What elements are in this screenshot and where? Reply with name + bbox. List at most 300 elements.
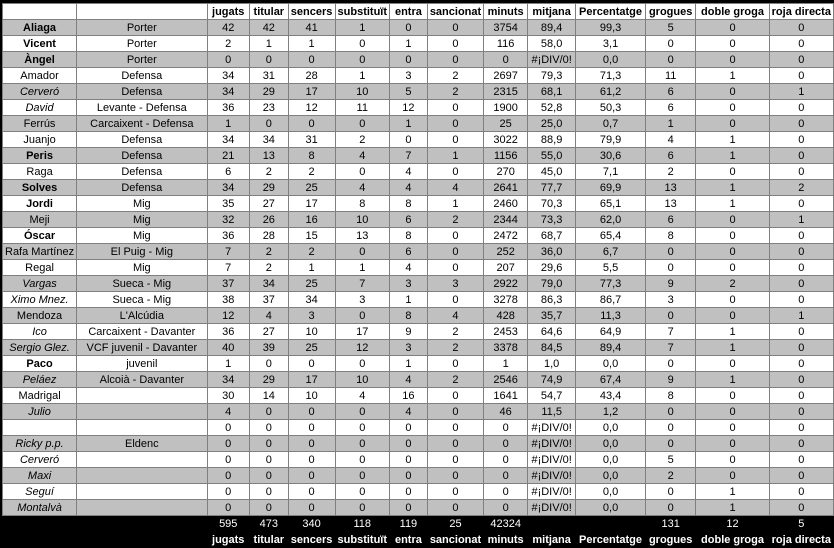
value-cell[interactable]: 0 [696, 404, 769, 420]
value-cell[interactable]: 0 [335, 164, 390, 180]
value-cell[interactable]: 7 [207, 260, 249, 276]
value-cell[interactable]: 0 [335, 356, 390, 372]
column-header[interactable]: minuts [484, 532, 528, 548]
value-cell[interactable]: 58,0 [528, 36, 576, 52]
value-cell[interactable]: 1 [769, 84, 833, 100]
value-cell[interactable]: 34 [207, 180, 249, 196]
value-cell[interactable]: 0 [645, 52, 696, 68]
player-name-cell[interactable]: Àngel [3, 52, 77, 68]
value-cell[interactable]: 0 [207, 420, 249, 436]
value-cell[interactable]: 99,3 [576, 20, 646, 36]
value-cell[interactable]: 8 [390, 228, 428, 244]
value-cell[interactable]: 12 [335, 340, 390, 356]
value-cell[interactable]: 0 [696, 388, 769, 404]
value-cell[interactable]: 8 [390, 196, 428, 212]
value-cell[interactable]: 9 [390, 324, 428, 340]
value-cell[interactable]: 1 [390, 116, 428, 132]
value-cell[interactable]: 6 [390, 244, 428, 260]
value-cell[interactable]: 2 [696, 276, 769, 292]
value-cell[interactable]: 14 [249, 388, 288, 404]
value-cell[interactable]: 0 [390, 132, 428, 148]
value-cell[interactable]: 0 [769, 276, 833, 292]
value-cell[interactable]: 6 [645, 212, 696, 228]
value-cell[interactable]: 54,7 [528, 388, 576, 404]
column-header[interactable]: titular [249, 532, 288, 548]
position-cell[interactable] [77, 404, 207, 420]
value-cell[interactable]: 26 [249, 212, 288, 228]
position-cell[interactable]: Defensa [77, 180, 207, 196]
value-cell[interactable]: 0 [335, 420, 390, 436]
value-cell[interactable]: 27 [249, 324, 288, 340]
value-cell[interactable]: 32 [207, 212, 249, 228]
value-cell[interactable]: 65,4 [576, 228, 646, 244]
value-cell[interactable]: 6 [645, 100, 696, 116]
position-cell[interactable]: Porter [77, 36, 207, 52]
value-cell[interactable]: 1 [249, 36, 288, 52]
value-cell[interactable]: 11 [645, 68, 696, 84]
value-cell[interactable]: 2315 [484, 84, 528, 100]
value-cell[interactable]: 0,0 [576, 452, 646, 468]
position-cell[interactable]: Eldenc [77, 436, 207, 452]
value-cell[interactable]: 28 [288, 68, 335, 84]
player-name-cell[interactable]: Cerveró [3, 452, 77, 468]
value-cell[interactable]: 0 [769, 436, 833, 452]
total-cell[interactable]: 131 [645, 516, 696, 532]
position-cell[interactable]: Porter [77, 52, 207, 68]
value-cell[interactable]: 2 [207, 36, 249, 52]
value-cell[interactable]: 27 [249, 196, 288, 212]
value-cell[interactable]: 17 [288, 84, 335, 100]
value-cell[interactable]: 11,5 [528, 404, 576, 420]
value-cell[interactable]: 10 [335, 84, 390, 100]
player-name-cell[interactable]: Peláez [3, 372, 77, 388]
value-cell[interactable]: 7 [335, 276, 390, 292]
value-cell[interactable]: 1 [696, 372, 769, 388]
value-cell[interactable]: 10 [335, 212, 390, 228]
value-cell[interactable]: 3022 [484, 132, 528, 148]
value-cell[interactable]: 0 [484, 484, 528, 500]
value-cell[interactable]: 0 [335, 484, 390, 500]
total-cell[interactable] [576, 516, 646, 532]
value-cell[interactable]: 0 [696, 292, 769, 308]
value-cell[interactable]: 64,6 [528, 324, 576, 340]
column-header[interactable] [3, 4, 77, 20]
value-cell[interactable]: 0 [288, 356, 335, 372]
value-cell[interactable]: 0 [427, 388, 483, 404]
position-cell[interactable]: Defensa [77, 164, 207, 180]
value-cell[interactable]: 2 [288, 164, 335, 180]
value-cell[interactable]: 1 [769, 212, 833, 228]
value-cell[interactable]: 1900 [484, 100, 528, 116]
value-cell[interactable]: 0 [484, 52, 528, 68]
value-cell[interactable]: 2546 [484, 372, 528, 388]
value-cell[interactable]: 3,1 [576, 36, 646, 52]
value-cell[interactable]: 88,9 [528, 132, 576, 148]
value-cell[interactable]: 1,0 [528, 356, 576, 372]
value-cell[interactable]: 0 [769, 468, 833, 484]
value-cell[interactable]: 4 [645, 132, 696, 148]
value-cell[interactable]: 0 [427, 484, 483, 500]
value-cell[interactable]: #¡DIV/0! [528, 52, 576, 68]
value-cell[interactable]: 89,4 [528, 20, 576, 36]
value-cell[interactable]: 13 [249, 148, 288, 164]
value-cell[interactable]: 4 [427, 308, 483, 324]
player-name-cell[interactable]: Vargas [3, 276, 77, 292]
value-cell[interactable]: 77,3 [576, 276, 646, 292]
value-cell[interactable]: 0 [288, 436, 335, 452]
value-cell[interactable]: 0,7 [576, 116, 646, 132]
value-cell[interactable]: 23 [249, 100, 288, 116]
value-cell[interactable]: 0 [769, 452, 833, 468]
value-cell[interactable]: 0 [427, 52, 483, 68]
total-cell[interactable] [528, 516, 576, 532]
value-cell[interactable]: 3 [390, 276, 428, 292]
value-cell[interactable]: 0 [207, 436, 249, 452]
value-cell[interactable]: #¡DIV/0! [528, 436, 576, 452]
player-name-cell[interactable]: David [3, 100, 77, 116]
value-cell[interactable]: 7 [390, 148, 428, 164]
column-header[interactable]: entra [390, 532, 428, 548]
value-cell[interactable]: 2 [288, 244, 335, 260]
value-cell[interactable]: 0 [335, 52, 390, 68]
value-cell[interactable]: 0,0 [576, 500, 646, 516]
value-cell[interactable]: 0 [696, 164, 769, 180]
value-cell[interactable]: 0 [696, 36, 769, 52]
value-cell[interactable]: 0 [769, 164, 833, 180]
value-cell[interactable]: 0 [696, 468, 769, 484]
value-cell[interactable]: 0 [645, 484, 696, 500]
value-cell[interactable]: 17 [288, 372, 335, 388]
value-cell[interactable]: 34 [249, 132, 288, 148]
value-cell[interactable]: 0 [249, 452, 288, 468]
value-cell[interactable]: 0 [288, 484, 335, 500]
player-name-cell[interactable]: Óscar [3, 228, 77, 244]
column-header[interactable]: doble groga [696, 532, 769, 548]
value-cell[interactable]: 0 [696, 116, 769, 132]
value-cell[interactable]: 29 [249, 84, 288, 100]
value-cell[interactable]: 1 [645, 116, 696, 132]
position-cell[interactable]: L'Alcúdia [77, 308, 207, 324]
value-cell[interactable]: 7 [207, 244, 249, 260]
value-cell[interactable]: 9 [645, 276, 696, 292]
value-cell[interactable]: 0 [769, 132, 833, 148]
value-cell[interactable]: 35 [207, 196, 249, 212]
value-cell[interactable]: 0 [207, 52, 249, 68]
value-cell[interactable]: 0 [427, 132, 483, 148]
value-cell[interactable]: 0 [207, 468, 249, 484]
value-cell[interactable]: 0 [769, 324, 833, 340]
value-cell[interactable]: 46 [484, 404, 528, 420]
player-name-cell[interactable]: Julio [3, 404, 77, 420]
value-cell[interactable]: 0 [427, 500, 483, 516]
value-cell[interactable]: 0 [645, 308, 696, 324]
value-cell[interactable]: 10 [288, 324, 335, 340]
value-cell[interactable]: 1 [484, 356, 528, 372]
value-cell[interactable]: 2 [427, 372, 483, 388]
position-cell[interactable] [77, 452, 207, 468]
value-cell[interactable]: 3754 [484, 20, 528, 36]
value-cell[interactable]: 0 [249, 52, 288, 68]
player-name-cell[interactable]: Juanjo [3, 132, 77, 148]
value-cell[interactable]: 7,1 [576, 164, 646, 180]
player-name-cell[interactable]: Maxi [3, 468, 77, 484]
value-cell[interactable]: 36,0 [528, 244, 576, 260]
value-cell[interactable]: #¡DIV/0! [528, 452, 576, 468]
value-cell[interactable]: 2 [427, 68, 483, 84]
value-cell[interactable]: 1 [288, 36, 335, 52]
value-cell[interactable]: 62,0 [576, 212, 646, 228]
value-cell[interactable]: 45,0 [528, 164, 576, 180]
value-cell[interactable]: 0 [288, 452, 335, 468]
value-cell[interactable]: 8 [645, 388, 696, 404]
value-cell[interactable]: 0 [645, 260, 696, 276]
player-name-cell[interactable]: Mendoza [3, 308, 77, 324]
value-cell[interactable]: 0 [335, 36, 390, 52]
value-cell[interactable]: 0 [769, 36, 833, 52]
total-cell[interactable]: 595 [207, 516, 249, 532]
value-cell[interactable]: 0 [335, 436, 390, 452]
column-header[interactable]: sencers [288, 4, 335, 20]
value-cell[interactable]: 21 [207, 148, 249, 164]
position-cell[interactable]: Carcaixent - Davanter [77, 324, 207, 340]
column-header[interactable]: entra [390, 4, 428, 20]
value-cell[interactable]: 43,4 [576, 388, 646, 404]
value-cell[interactable]: 0 [769, 52, 833, 68]
value-cell[interactable]: 0 [335, 308, 390, 324]
value-cell[interactable]: 0 [696, 420, 769, 436]
value-cell[interactable]: 0 [288, 420, 335, 436]
value-cell[interactable]: 2 [427, 84, 483, 100]
value-cell[interactable]: 0 [769, 388, 833, 404]
value-cell[interactable]: 0 [645, 404, 696, 420]
value-cell[interactable]: 35,7 [528, 308, 576, 324]
value-cell[interactable]: 4 [335, 180, 390, 196]
value-cell[interactable]: 77,7 [528, 180, 576, 196]
value-cell[interactable]: 2453 [484, 324, 528, 340]
player-name-cell[interactable]: Sergio Glez. [3, 340, 77, 356]
value-cell[interactable]: 0 [288, 52, 335, 68]
value-cell[interactable]: 61,2 [576, 84, 646, 100]
value-cell[interactable]: 0 [427, 100, 483, 116]
total-cell[interactable]: 12 [696, 516, 769, 532]
position-cell[interactable]: Porter [77, 20, 207, 36]
value-cell[interactable]: 0 [696, 52, 769, 68]
value-cell[interactable]: 34 [207, 132, 249, 148]
value-cell[interactable]: 39 [249, 340, 288, 356]
value-cell[interactable]: 2 [249, 260, 288, 276]
column-header[interactable]: grogues [645, 532, 696, 548]
value-cell[interactable]: 6 [207, 164, 249, 180]
player-name-cell[interactable]: Ferrús [3, 116, 77, 132]
value-cell[interactable]: 0 [696, 84, 769, 100]
value-cell[interactable]: 11 [335, 100, 390, 116]
value-cell[interactable]: 0 [427, 452, 483, 468]
value-cell[interactable]: 4 [249, 308, 288, 324]
value-cell[interactable]: 1 [390, 356, 428, 372]
value-cell[interactable]: 0,0 [576, 52, 646, 68]
value-cell[interactable]: 12 [288, 100, 335, 116]
value-cell[interactable]: #¡DIV/0! [528, 420, 576, 436]
value-cell[interactable]: 0 [390, 436, 428, 452]
value-cell[interactable]: 1 [207, 356, 249, 372]
column-header[interactable]: jugats [207, 532, 249, 548]
value-cell[interactable]: 15 [288, 228, 335, 244]
value-cell[interactable]: 5 [645, 20, 696, 36]
value-cell[interactable]: 16 [390, 388, 428, 404]
value-cell[interactable]: 37 [249, 292, 288, 308]
value-cell[interactable]: 36 [207, 324, 249, 340]
column-header[interactable] [77, 532, 207, 548]
value-cell[interactable]: 0 [249, 420, 288, 436]
value-cell[interactable]: 29 [249, 372, 288, 388]
value-cell[interactable]: 0 [249, 500, 288, 516]
column-header[interactable]: Percentatge [576, 4, 646, 20]
player-name-cell[interactable]: Vicent [3, 36, 77, 52]
value-cell[interactable]: 0 [696, 308, 769, 324]
value-cell[interactable]: 4 [390, 164, 428, 180]
value-cell[interactable]: 3 [335, 292, 390, 308]
value-cell[interactable]: 28 [249, 228, 288, 244]
value-cell[interactable]: 30,6 [576, 148, 646, 164]
value-cell[interactable]: 3 [390, 340, 428, 356]
value-cell[interactable]: 4 [390, 180, 428, 196]
value-cell[interactable]: 4 [390, 404, 428, 420]
value-cell[interactable]: 0 [427, 468, 483, 484]
value-cell[interactable]: 0 [249, 116, 288, 132]
value-cell[interactable]: 50,3 [576, 100, 646, 116]
value-cell[interactable]: 1 [207, 116, 249, 132]
value-cell[interactable]: 0 [696, 260, 769, 276]
position-cell[interactable]: Defensa [77, 148, 207, 164]
value-cell[interactable]: 9 [645, 372, 696, 388]
value-cell[interactable]: 0 [335, 468, 390, 484]
value-cell[interactable]: 29,6 [528, 260, 576, 276]
value-cell[interactable]: 34 [288, 292, 335, 308]
player-name-cell[interactable]: Raga [3, 164, 77, 180]
value-cell[interactable]: 8 [645, 228, 696, 244]
value-cell[interactable]: 1 [769, 308, 833, 324]
column-header[interactable]: roja directa [769, 4, 833, 20]
value-cell[interactable]: 2641 [484, 180, 528, 196]
value-cell[interactable]: 2697 [484, 68, 528, 84]
column-header[interactable]: sancionat [427, 532, 483, 548]
value-cell[interactable]: 31 [249, 68, 288, 84]
value-cell[interactable]: 6 [645, 84, 696, 100]
player-name-cell[interactable]: Montalvà [3, 500, 77, 516]
value-cell[interactable]: 1 [427, 148, 483, 164]
value-cell[interactable]: 17 [288, 196, 335, 212]
value-cell[interactable]: 4 [390, 260, 428, 276]
value-cell[interactable]: 0 [645, 436, 696, 452]
player-name-cell[interactable]: Regal [3, 260, 77, 276]
column-header[interactable]: doble groga [696, 4, 769, 20]
value-cell[interactable]: 0,0 [576, 420, 646, 436]
value-cell[interactable]: 2 [645, 468, 696, 484]
value-cell[interactable]: 0 [645, 356, 696, 372]
position-cell[interactable]: Mig [77, 212, 207, 228]
value-cell[interactable]: 0 [288, 404, 335, 420]
value-cell[interactable]: 67,4 [576, 372, 646, 388]
position-cell[interactable]: Sueca - Mig [77, 292, 207, 308]
value-cell[interactable]: 0 [696, 436, 769, 452]
value-cell[interactable]: 11,3 [576, 308, 646, 324]
value-cell[interactable]: 0 [249, 404, 288, 420]
column-header[interactable]: Percentatge [576, 532, 646, 548]
value-cell[interactable]: 428 [484, 308, 528, 324]
value-cell[interactable]: 1 [390, 292, 428, 308]
value-cell[interactable]: 70,3 [528, 196, 576, 212]
total-cell[interactable]: 118 [335, 516, 390, 532]
value-cell[interactable]: 0 [769, 244, 833, 260]
value-cell[interactable]: 0 [769, 484, 833, 500]
value-cell[interactable]: 0 [390, 500, 428, 516]
position-cell[interactable] [77, 388, 207, 404]
value-cell[interactable]: 25 [288, 340, 335, 356]
value-cell[interactable]: 116 [484, 36, 528, 52]
value-cell[interactable]: 1 [288, 260, 335, 276]
value-cell[interactable]: 0 [427, 356, 483, 372]
value-cell[interactable]: 41 [288, 20, 335, 36]
value-cell[interactable]: 0 [769, 100, 833, 116]
value-cell[interactable]: 0 [769, 404, 833, 420]
position-cell[interactable]: Mig [77, 196, 207, 212]
value-cell[interactable]: 0 [769, 116, 833, 132]
value-cell[interactable]: 0 [335, 500, 390, 516]
value-cell[interactable]: 1156 [484, 148, 528, 164]
column-header[interactable]: grogues [645, 4, 696, 20]
value-cell[interactable]: 0 [249, 468, 288, 484]
value-cell[interactable]: 8 [390, 308, 428, 324]
value-cell[interactable]: 13 [645, 196, 696, 212]
position-cell[interactable] [77, 468, 207, 484]
value-cell[interactable]: 34 [207, 68, 249, 84]
column-header[interactable]: minuts [484, 4, 528, 20]
value-cell[interactable]: 0,0 [576, 468, 646, 484]
value-cell[interactable]: 1 [335, 20, 390, 36]
value-cell[interactable]: 10 [288, 388, 335, 404]
value-cell[interactable]: 1 [696, 484, 769, 500]
value-cell[interactable]: 0 [645, 420, 696, 436]
player-name-cell[interactable]: Solves [3, 180, 77, 196]
value-cell[interactable]: 0 [769, 228, 833, 244]
total-cell[interactable]: 25 [427, 516, 483, 532]
position-cell[interactable]: Defensa [77, 132, 207, 148]
value-cell[interactable]: 0 [249, 484, 288, 500]
position-cell[interactable] [77, 484, 207, 500]
value-cell[interactable]: 2460 [484, 196, 528, 212]
position-cell[interactable]: Carcaixent - Defensa [77, 116, 207, 132]
value-cell[interactable]: 0 [769, 356, 833, 372]
player-name-cell[interactable]: Cerveró [3, 84, 77, 100]
player-name-cell[interactable]: Madrigal [3, 388, 77, 404]
player-name-cell[interactable]: Meji [3, 212, 77, 228]
value-cell[interactable]: 86,7 [576, 292, 646, 308]
value-cell[interactable]: 25 [484, 116, 528, 132]
value-cell[interactable]: 6 [645, 148, 696, 164]
value-cell[interactable]: 17 [335, 324, 390, 340]
value-cell[interactable]: 55,0 [528, 148, 576, 164]
value-cell[interactable]: 2472 [484, 228, 528, 244]
position-cell[interactable]: VCF juvenil - Davanter [77, 340, 207, 356]
value-cell[interactable]: 0 [645, 500, 696, 516]
value-cell[interactable]: 0 [427, 244, 483, 260]
column-header[interactable]: jugats [207, 4, 249, 20]
value-cell[interactable]: 0 [769, 292, 833, 308]
value-cell[interactable]: 252 [484, 244, 528, 260]
value-cell[interactable]: 0 [335, 452, 390, 468]
value-cell[interactable]: 69,9 [576, 180, 646, 196]
position-cell[interactable]: Mig [77, 228, 207, 244]
